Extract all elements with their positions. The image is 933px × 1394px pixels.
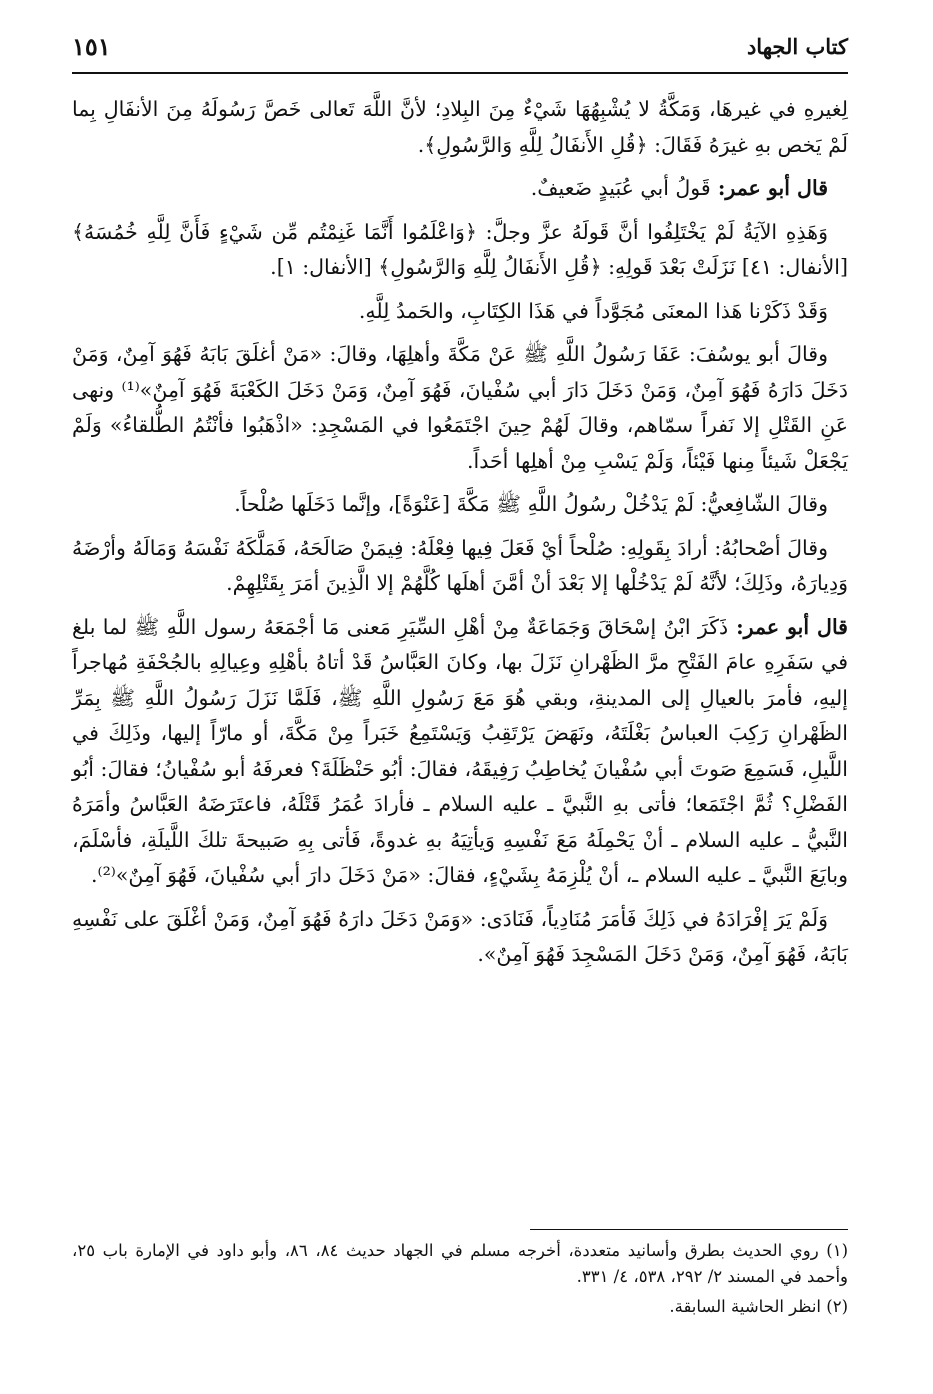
paragraph: وقالَ الشّافِعيُّ: لَمْ يَدْخُلْ رسُولُ اللَّهِ ﷺ مَكَّةَ [عَنْوَةً]، وإنَّما دَخَلَها صُلْحاً. [234,492,828,516]
speaker-label: قال أبو عمر: [728,614,848,639]
paragraph: وَقَدْ ذَكَرْنا هَذا المعنَى مُجَوَّداً في هَذَا الكِتَابِ، والحَمدُ لِلَّهِ. [358,298,828,323]
footnotes [72,1238,848,1324]
paragraph: قال أبو عمر: قَولُ أبي عُبَيدٍ ضَعيفٌ. [530,176,828,200]
book-title: كتاب الجهاد [746,34,848,59]
paragraph: وَلَمْ يَرَ إفْرَادَهُ في ذَلِكَ فَأمَرَ مُنَادِياً، فَنَادَى: «وَمَنْ دَخَلَ دارَهُ فَهُوَ آمِنٌ، وَمَنْ أغْلَقَ على نَفْسِهِ بَابَهُ، فَهُوَ آمِنٌ، وَمَنْ دَخَلَ المَسْجِدَ فَهُوَ آمِنٌ». [72,906,848,966]
paragraph: لِغيرهِ في غيرهَا، وَمَكَّةُ لا يُشْبِهُهَا شَيْءٌ مِنَ البِلادِ؛ لأنَّ اللَّهَ تَعالى خَصَّ رَسُولَهُ مِنَ الأنفَالِ بِما لَمْ يَخص بهِ غيرَهُ فَقَالَ: ﴿قُلِ الأَنفَالُ لِلَّهِ وَالرَّسُولِ﴾. [72,97,848,157]
paragraph: وقالَ أصْحابُهُ: أرادَ بِقَولِهِ: صُلْحاً أيْ فَعَلَ فِيها فِعْلَهُ: فِيمَنْ صَالَحَهُ، فَمَلَّكَهُ نَفْسَهُ وَمَالَهُ وأرْضَهُ وَدِيارَهُ، وذَلِكَ؛ لأنَّهُ لَمْ يَدْخُلْها إلا بَعْدَ أنْ أمَّنَ أهلَها كُلَّهُمْ إلا الَّذِينَ أمَرَ بِقَتْلِهِمْ. [72,535,848,595]
paragraph: وَهَذِهِ الآيَةُ لَمْ يَخْتَلِفُوا أنَّ قَولَهُ عزَّ وجلَّ: ﴿وَاعْلَمُوا أَنَّمَا غَنِمْتُم مِّن شَيْءٍ فَأَنَّ لِلَّهِ خُمُسَهُ﴾ [الأنفال: ٤١] نَزَلَتْ بَعْدَ قَولِهِ: ﴿قُلِ الأَنفَالُ لِلَّهِ وَالرَّسُولِ﴾ [الأنفال: ١]. [72,219,848,279]
paragraph: قال أبو عمر: ذَكَرَ ابْنُ إسْحَاقَ وَجَمَاعَةٌ مِنْ أهْلِ السِّيَرِ مَعنى مَا أجْمَعَهُ رسول اللَّهِ ﷺ لما بلغ في سَفَرِهِ عامَ الفَتْحِ مرَّ الظَهْرانِ نَزَلَ بها، وكانَ العَبَّاسُ قَدْ أتاهُ بأهْلِهِ وعِيالِهِ بالجُحْفَةِ مُهاجراً إليهِ، فأمرَ بالعيالِ إلى المدينةِ، وبقي هُوَ مَعَ رَسُولِ اللَّهِ ﷺ، فَلَمَّا نَزَلَ رَسُولُ اللَّهِ ﷺ بِمَرِّ الظَهْرانِ رَكِبَ العباسُ بَغْلَتَهُ، ونَهَضَ يَرْتَقِبُ وَيَسْتَمِعُ خَبَراً مِنْ مَكَّةَ، أو مارّاً إليها، وذَلِكَ في اللَّيلِ، فَسَمِعَ صَوتَ أبي سُفْيانَ يُخاطِبُ رَفِيقَهُ، فقالَ: أبُو حَنْظَلَةَ؟ فعرفَهُ أبو سُفْيانُ؛ فقالَ: أبُو الفَضْلِ؟ ثُمَّ اجْتَمَعا؛ فأتى بهِ النَّبيَّ ـ عليه السلام ـ فأرادَ عُمَرُ قَتْلَهُ، فاعتَرَضَهُ العَبَّاسُ وأمَرَهُ النَّبيُّ ـ عليه السلام ـ أنْ يَحْمِلَهُ مَعَ نَفْسِهِ وَيأتِيَهُ بهِ غدوةً، فَأتى بِهِ صَبيحةَ تلكَ اللَّيلَةِ، فأسْلَمَ، وبايَعَ النَّبيَّ ـ عليه السلام ـ، أنْ يُلْزِمَهُ بِشَيْءٍ، فقالَ: «مَنْ دَخَلَ دارَ أبي سُفْيانَ، فَهُوَ آمِنٌ»⁽²⁾. [72,614,848,887]
page-number: ١٥١ [72,32,111,61]
paragraph: وقالَ أبو يوسُفَ: عَفَا رَسُولُ اللَّهِ ﷺ عَنْ مَكَّةَ وأهلِهَا، وقالَ: «مَنْ أغلَقَ بَابَهُ فَهُوَ آمِنٌ، وَمَنْ دَخَلَ دَارَهُ فَهُوَ آمِنٌ، وَمَنْ دَخَلَ دَارَ أبي سُفْيانَ، فَهُوَ آمِنٌ، وَمَنْ دَخَلَ الكَعْبَةَ فَهُوَ آمِنٌ»⁽¹⁾ ونهى عَنِ القَتْلِ إلا نَفراً سمّاهم، وقالَ لَهُمْ حِينَ اجْتَمَعُوا في المَسْجِدِ: «اذْهَبُوا فأنْتُمُ الطُّلقاءُ» وَلَمْ يَجْعَلْ شَيئاً مِنها فَيْئاً، وَلَمْ يَسْبِ مِنْ أهلِها أحَداً. [72,342,848,473]
footnote: (٢) انظر الحاشية السابقة. [669,1297,848,1316]
footnote-divider [530,1229,848,1230]
page-header [72,30,848,74]
speaker-label: قال أبو عمر: [710,176,828,200]
main-text [72,92,848,981]
footnote: (١) روي الحديث بطرق وأسانيد متعددة، أخرجه مسلم في الجهاد حديث ٨٤، ٨٦، وأبو داود في الإمارة باب ٢٥، وأحمد في المسند ٢/ ٢٩٢، ٥٣٨، ٤/ ٣٣١. [72,1241,848,1286]
